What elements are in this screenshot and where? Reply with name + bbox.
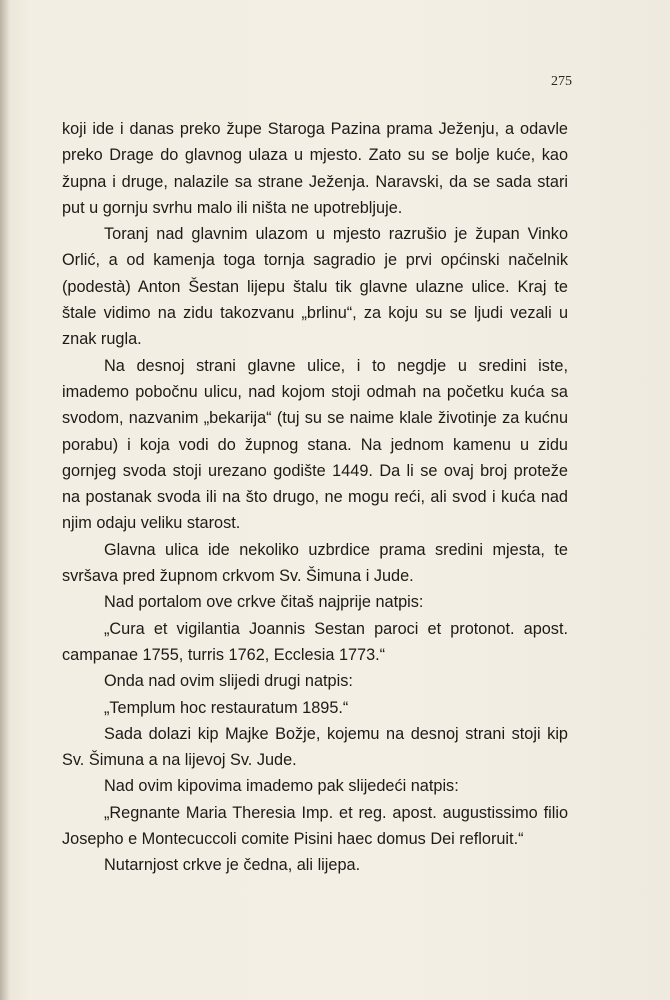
page-number: 275 [551,74,572,89]
paragraph-7: Onda nad ovim slijedi drugi natpis: [104,672,353,691]
paragraph-12: Nutarnjost crkve je čedna, ali lijepa. [104,856,361,875]
paragraph-11: „Regnante Maria Theresia Imp. et reg. apost. augustissimo filio Josepho e Montecuccoli comite Pisini haec domus Dei refloruit.“ [62,803,568,849]
paragraph-6: „Cura et vigilantia Joannis Sestan paroci et protonot. apost. campanae 1755, turris 1762, Ecclesia 1773.“ [62,619,568,664]
paragraph-3: Na desnoj strani glavne ulice, i to negdje u sredini iste, imademo pobočnu ulicu, nad kojom stoji odmah na početku kuća sa svodom, nazvanim „bekarija“ (tuj su se naime klale životinje za kućnu porabu) i koja vodi do župnog stana. Na jednom kamenu u zidu gornjeg svoda stoji urezano godište 1449. Da li se ovaj broj proteže na postanak svoda ili na što drugo, ne mogu reći, ali svod i kuća nad njim odaju veliku starost. [62,356,568,533]
body-text [62,116,568,879]
paragraph-2: Toranj nad glavnim ulazom u mjesto razrušio je župan Vinko Orlić, a od kamenja toga tornja sagradio je prvi općinski načelnik (podestà) Anton Šestan lijepu štalu tik glavne ulazne ulice. Kraj te štale vidimo na zidu takozvanu „brlinu“, za koju su se ljudi vezali u znak rugla. [62,225,568,349]
paragraph-8: „Templum hoc restauratum 1895.“ [104,698,349,717]
paragraph-5: Nad portalom ove crkve čitaš najprije natpis: [104,593,424,612]
paragraph-1: koji ide i danas preko župe Staroga Pazina prama Ježenju, a odavle preko Drage do glavnog ulaza u mjesto. Zato su se bolje kuće, kao župna i druge, nalazile sa strane Ježenja. Naravski, da se sada stari put u gornju svrhu malo ili ništa ne upotrebljuje. [62,120,568,217]
paragraph-10: Nad ovim kipovima imademo pak slijedeći natpis: [104,777,459,796]
paragraph-9: Sada dolazi kip Majke Božje, kojemu na desnoj strani stoji kip Sv. Šimuna a na lijevoj Sv. Jude. [62,724,568,770]
paragraph-4: Glavna ulica ide nekoliko uzbrdice prama sredini mjesta, te svršava pred župnom crkvom Sv. Šimuna i Jude. [62,540,568,586]
